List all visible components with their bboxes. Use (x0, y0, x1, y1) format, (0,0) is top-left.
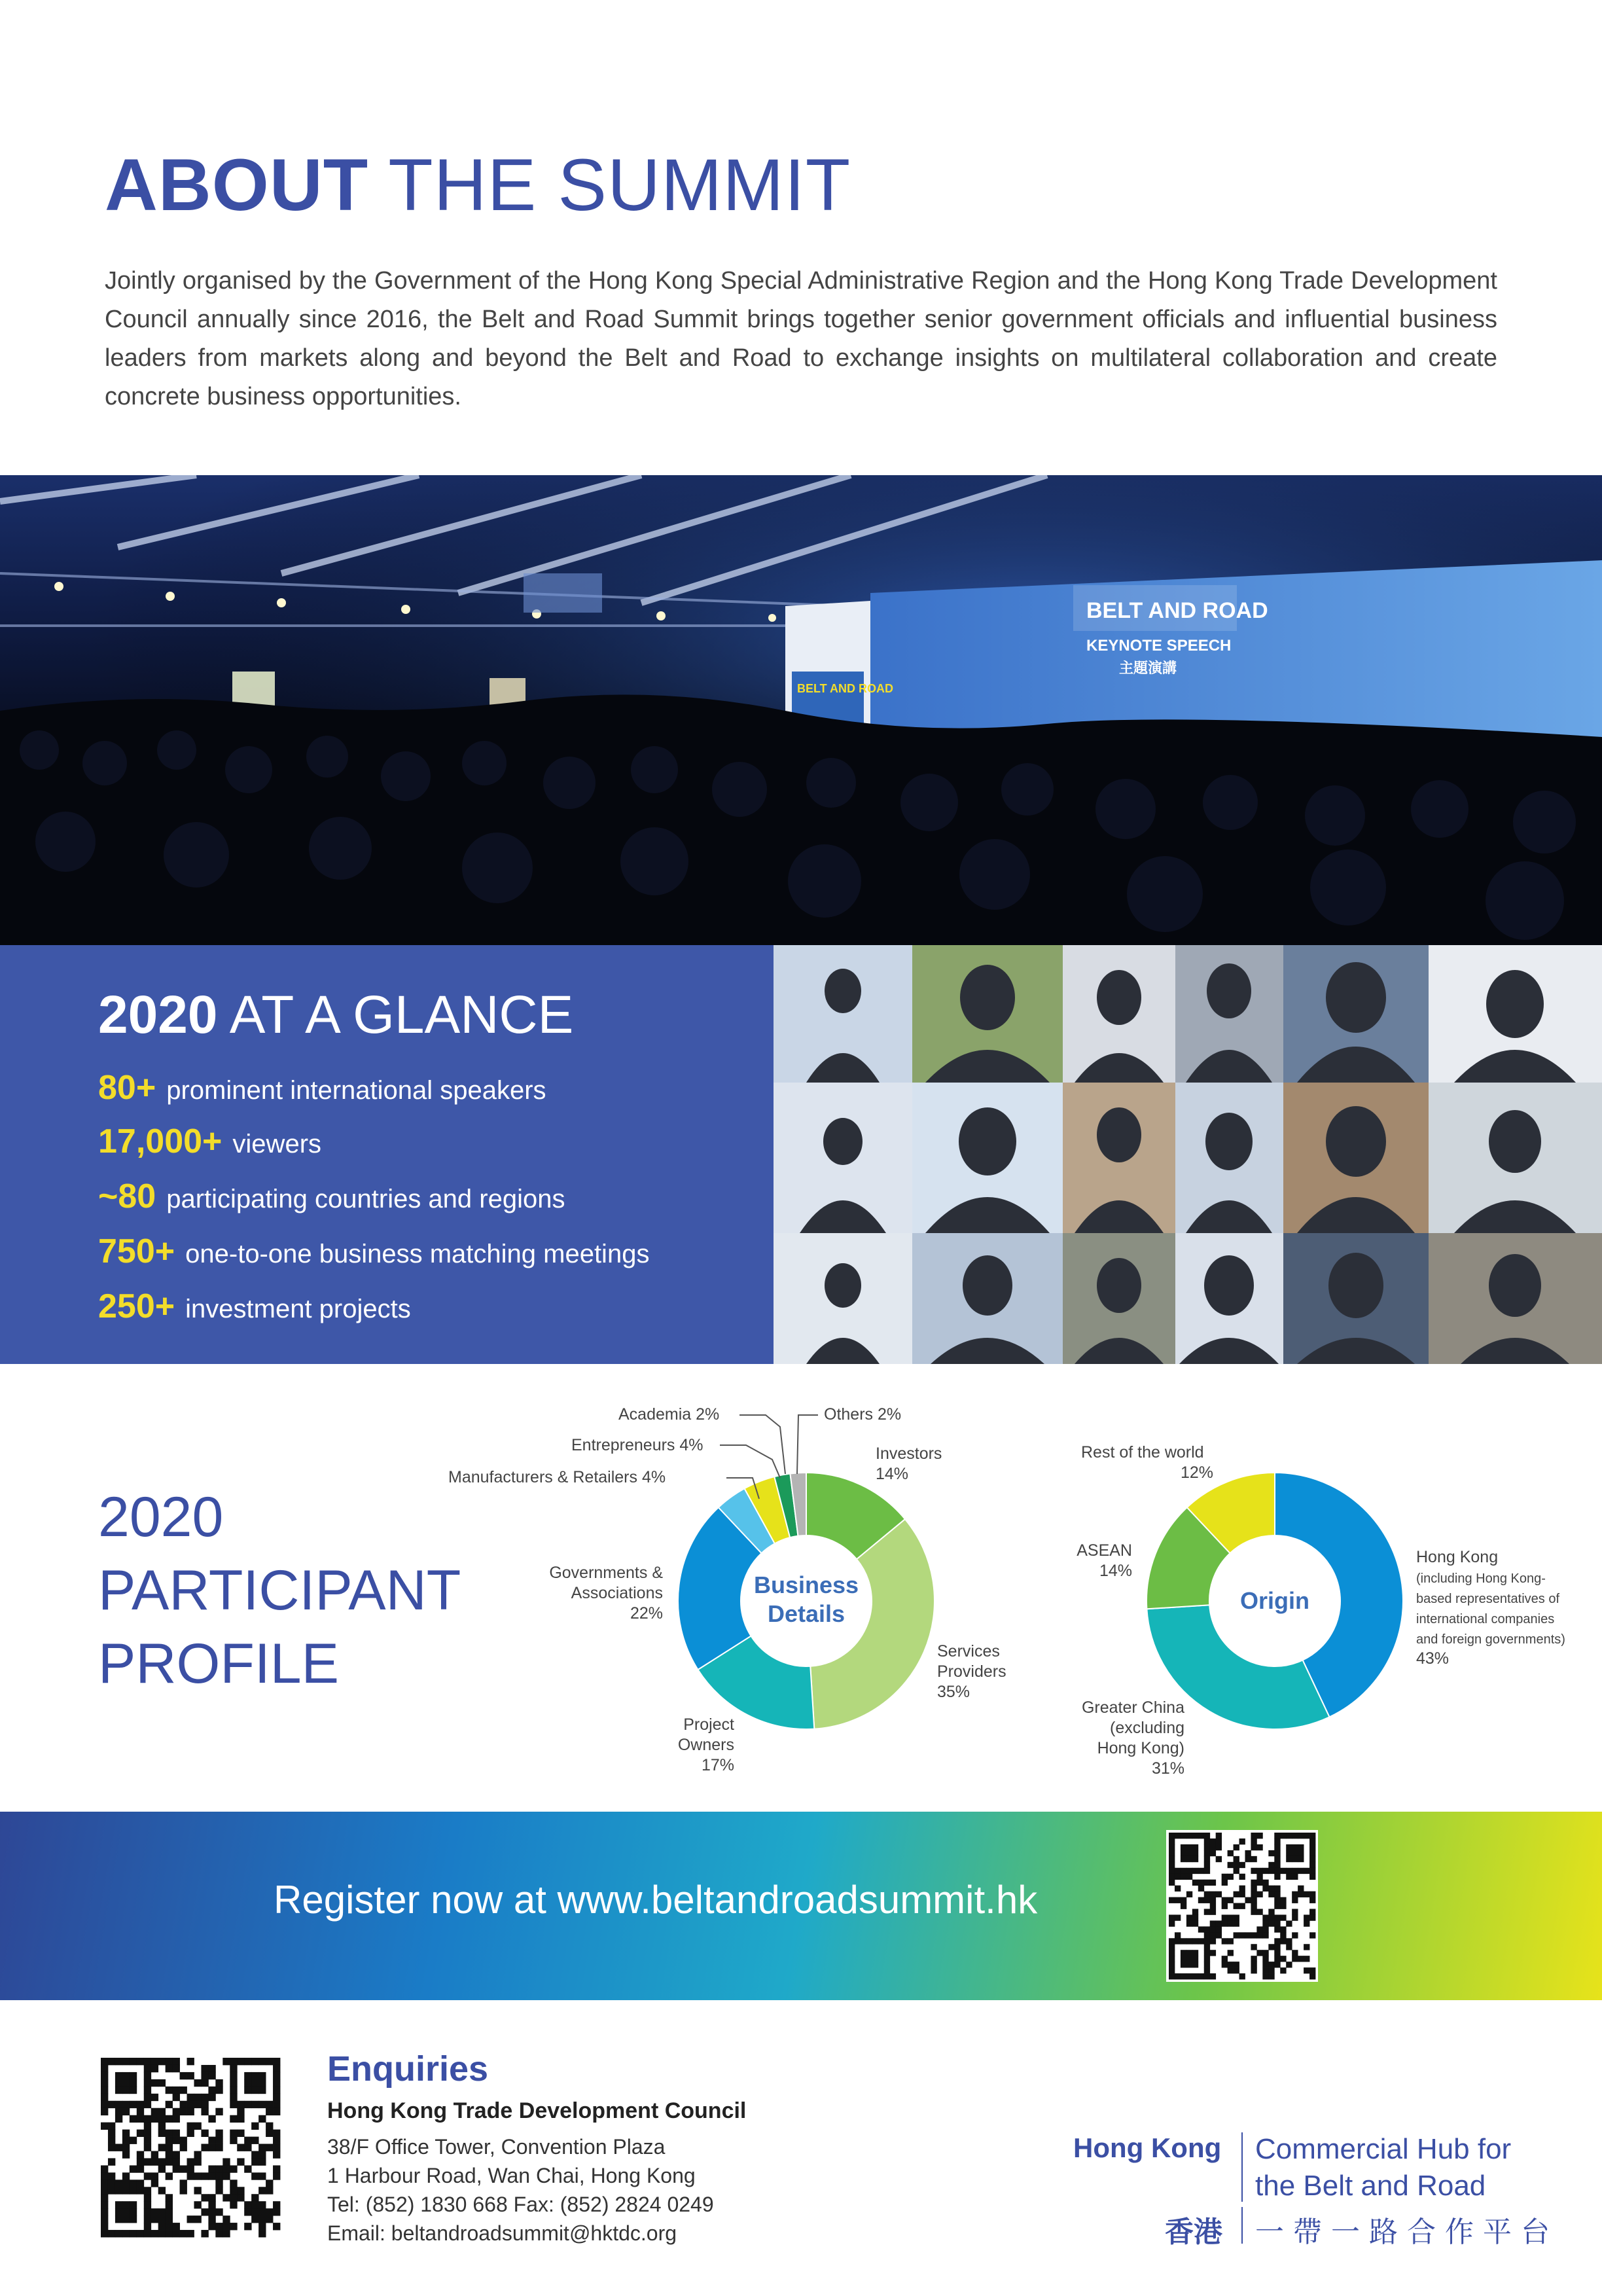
origin-center-label: Origin (1240, 1587, 1309, 1614)
stat-label: prominent international speakers (166, 1076, 546, 1105)
label-rest-of-world: Rest of the world 12% (1081, 1443, 1214, 1482)
glance-title-text: AT A GLANCE (229, 985, 574, 1045)
label-greater-china: Greater China (excluding Hong Kong) 31% (1081, 1698, 1184, 1778)
leader-line-academia (739, 1415, 785, 1474)
label-investors: Investors 14% (876, 1444, 942, 1483)
about-title (105, 143, 851, 227)
label-manufacturers: Manufacturers & Retailers 4% (448, 1468, 666, 1486)
speaker-photo-collage (774, 945, 1602, 1364)
brand-tagline-zh: 一帶一路合作平台 (1255, 2216, 1559, 2248)
label-academia: Academia 2% (618, 1405, 720, 1424)
brand-divider (1241, 2132, 1243, 2202)
label-governments: Governments & Associations 22% (549, 1564, 663, 1623)
stat-countries (98, 1177, 565, 1216)
label-asean: ASEAN 14% (1077, 1541, 1132, 1580)
profile-title-line3: PROFILE (98, 1632, 339, 1695)
screen-caption-zh: 主題演講 (1119, 660, 1177, 677)
stat-meetings (98, 1232, 649, 1271)
brand-hong-kong-zh: 香港 (1165, 2216, 1222, 2248)
brand-tagline: Commercial Hub for the Belt and Road (1255, 2133, 1512, 2202)
profile-title-line1: 2020 (98, 1486, 224, 1549)
side-banner-text: BELT AND ROAD (797, 682, 893, 695)
about-title-bold: ABOUT (105, 144, 369, 226)
label-entrepreneurs: Entrepreneurs 4% (571, 1436, 703, 1454)
enquiries-address-line2: 1 Harbour Road, Wan Chai, Hong Kong (327, 2164, 696, 2187)
stat-number: 17,000+ (98, 1122, 222, 1160)
stat-label: investment projects (185, 1295, 411, 1323)
stat-viewers (98, 1122, 321, 1161)
register-qr-code[interactable] (1166, 1830, 1318, 1982)
enquiries-qr-code[interactable] (98, 2055, 283, 2240)
brand-hong-kong: Hong Kong (1073, 2132, 1222, 2163)
screen-caption: KEYNOTE SPEECH (1086, 637, 1232, 655)
stat-number: 750+ (98, 1232, 175, 1270)
about-title-light: THE SUMMIT (388, 144, 851, 226)
stat-number: 80+ (98, 1069, 156, 1107)
label-others: Others 2% (824, 1405, 902, 1424)
stat-number: 250+ (98, 1287, 175, 1325)
glance-title (98, 984, 573, 1046)
stat-number: ~80 (98, 1177, 156, 1215)
stat-label: participating countries and regions (166, 1185, 565, 1213)
business-details-center-label: Business Details (753, 1571, 859, 1627)
enquiries-address-line1: 38/F Office Tower, Convention Plaza (327, 2135, 666, 2159)
stat-projects (98, 1287, 411, 1326)
register-link[interactable]: Register now at www.beltandroadsummit.hk (274, 1878, 1038, 1922)
label-services-providers: Services Providers 35% (937, 1642, 1006, 1701)
enquiries-title: Enquiries (327, 2049, 489, 2089)
profile-title-line2: PARTICIPANT (98, 1559, 461, 1622)
stat-label: one-to-one business matching meetings (185, 1240, 650, 1268)
summit-venue-photo (0, 475, 1602, 945)
about-paragraph: Jointly organised by the Government of the Hong Kong Special Administrative Region and the Hong Kong Trade Development Council annually since 2016, the Belt and Road Summit brings together senior government officials and influential business leaders from markets along and beyond the Belt and Road to exchange insights on multilateral collaboration and create concrete business opportunities. (105, 267, 1497, 410)
label-project-owners: Project Owners 17% (677, 1715, 734, 1774)
label-hong-kong: Hong Kong (including Hong Kong- based representatives of international companies and foreign governments) 43% (1416, 1548, 1565, 1668)
enquiries-email[interactable]: Email: beltandroadsummit@hktdc.org (327, 2221, 677, 2245)
register-banner (0, 1812, 1602, 2000)
leader-line-entrepreneurs (720, 1445, 780, 1478)
glance-title-year: 2020 (98, 985, 218, 1045)
enquiries-organisation: Hong Kong Trade Development Council (327, 2098, 747, 2123)
screen-logo-text: BELT AND ROAD (1086, 598, 1268, 623)
stat-label: viewers (232, 1130, 322, 1158)
brand-divider-zh (1241, 2207, 1243, 2244)
leader-line-others (797, 1415, 818, 1474)
stat-speakers (98, 1068, 546, 1107)
enquiries-phone-fax: Tel: (852) 1830 668 Fax: (852) 2824 0249 (327, 2193, 714, 2216)
glance-panel (0, 945, 774, 1364)
